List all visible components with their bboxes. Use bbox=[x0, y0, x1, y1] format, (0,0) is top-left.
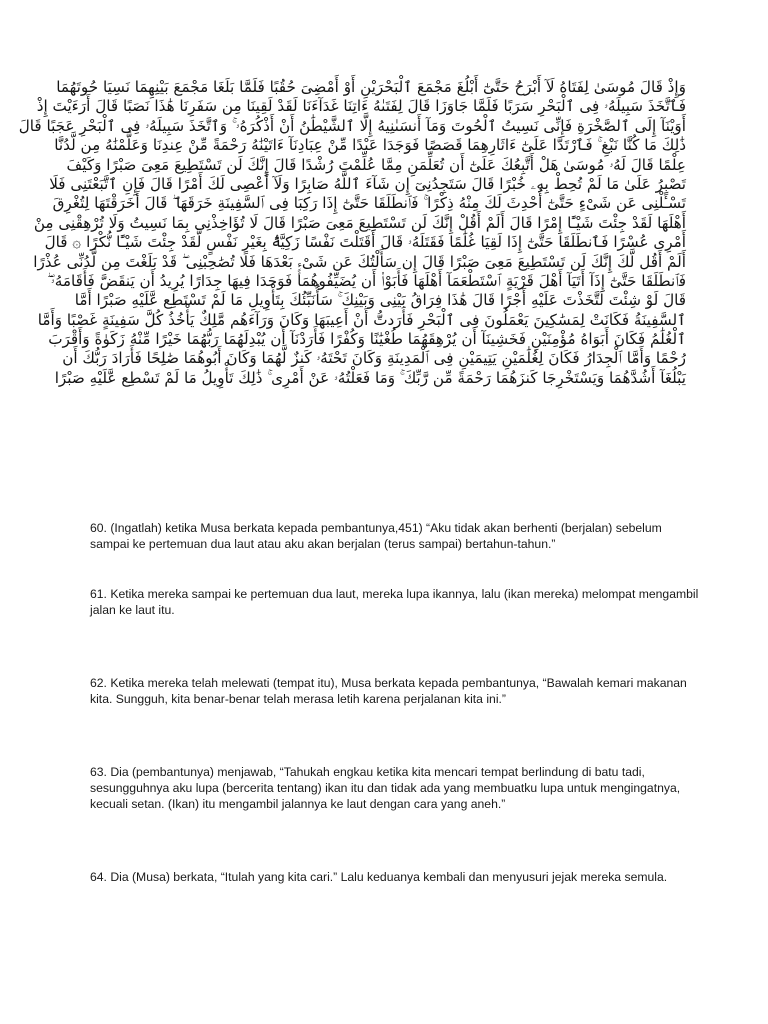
arabic-line: وَإِذْ قَالَ مُوسَىٰ لِفَتَاهُ لَآ أَبْرَحُ حَتَّىٰٓ أَبْلُغَ مَجْمَعَ ٱلْبَحْرَيْنِ أَوْ أَمْضِىَ حُقُبًا فَلَمَّا بَلَغَا مَجْمَعَ بَيْنِهِمَا نَسِيَا حُوتَهُمَا bbox=[56, 78, 686, 96]
arabic-line: تَسْـَٔلْنِى عَن شَىْءٍ حَتَّىٰٓ أُحْدِثَ لَكَ مِنْهُ ذِكْرًا ۚ فَٱنطَلَقَا حَتَّىٰٓ إِذَا رَكِبَا فِى ٱلسَّفِينَةِ خَرَقَهَا ۖ قَالَ أَخَرَقْتَهَا لِتُغْرِقَ bbox=[52, 194, 686, 213]
arabic-line: فَٱتَّخَذَ سَبِيلَهُۥ فِى ٱلْبَحْرِ سَرَبًا فَلَمَّا جَاوَزَا قَالَ لِفَتَىٰهُ ءَاتِنَا غَدَآءَنَا لَقَدْ لَقِينَا مِن سَفَرِنَا هَٰذَا نَصَبًا قَالَ أَرَءَيْتَ إِذْ bbox=[36, 97, 686, 116]
arabic-verses-block bbox=[18, 78, 686, 388]
arabic-line: قَالَ لَوْ شِئْتَ لَتَّخَذْتَ عَلَيْهِ أَجْرًا قَالَ هَٰذَا فِرَاقُ بَيْنِى وَبَيْنِكَ ۚ سَأُنَبِّئُكَ بِتَأْوِيلِ مَا لَمْ تَسْتَطِع عَّلَيْهِ صَبْرًا أَمَّا bbox=[74, 291, 686, 310]
arabic-line: ٱلسَّفِينَةُ فَكَانَتْ لِمَسَٰكِينَ يَعْمَلُونَ فِى ٱلْبَحْرِ فَأَرَدتُّ أَنْ أَعِيبَهَا وَكَانَ وَرَآءَهُم مَّلِكٌ يَأْخُذُ كُلَّ سَفِينَةٍ غَصْبًا وَأَمَّا bbox=[37, 310, 686, 329]
arabic-line: أَوَيْنَآ إِلَى ٱلصَّخْرَةِ فَإِنِّى نَسِيتُ ٱلْحُوتَ وَمَآ أَنسَىٰنِيهُ إِلَّا ٱلشَّيْطَٰنُ أَنْ أَذْكُرَهُۥ ۚ وَٱتَّخَذَ سَبِيلَهُۥ فِى ٱلْبَحْرِ عَجَبًا قَالَ bbox=[18, 116, 686, 135]
arabic-line: فَٱنطَلَقَا حَتَّىٰٓ إِذَآ أَتَيَآ أَهْلَ قَرْيَةٍ ٱسْتَطْعَمَآ أَهْلَهَا فَأَبَوْا۟ أَن يُضَيِّفُوهُمَا فَوَجَدَا فِيهَا جِدَارًا يُرِيدُ أَن يَنقَضَّ فَأَقَامَهُۥ ۖ bbox=[47, 271, 686, 290]
arabic-line: تَصْبِرُ عَلَىٰ مَا لَمْ تُحِطْ بِهِۦ خُبْرًا قَالَ سَتَجِدُنِىٓ إِن شَآءَ ٱللَّهُ صَابِرًا وَلَآ أَعْصِى لَكَ أَمْرًا قَالَ فَإِنِ ٱتَّبَعْتَنِى فَلَا bbox=[49, 174, 686, 193]
arabic-line: أَهْلَهَا لَقَدْ جِئْتَ شَيْـًٔا إِمْرًا قَالَ أَلَمْ أَقُلْ إِنَّكَ لَن تَسْتَطِيعَ مَعِىَ صَبْرًا قَالَ لَا تُؤَاخِذْنِى بِمَا نَسِيتُ وَلَا تُرْهِقْنِى مِنْ bbox=[33, 213, 686, 232]
translation-verse-61: 61. Ketika mereka sampai ke pertemuan dua laut, mereka lupa ikannya, lalu (ikan mereka) melompat mengambil jalan ke laut itu. bbox=[90, 587, 699, 618]
arabic-line: ٱلْغُلَٰمُ فَكَانَ أَبَوَاهُ مُؤْمِنَيْنِ فَخَشِينَآ أَن يُرْهِقَهُمَا طُغْيَٰنًا وَكُفْرًا فَأَرَدْنَآ أَن يُبْدِلَهُمَا رَبُّهُمَا خَيْرًا مِّنْهُ زَكَوٰةً وَأَقْرَبَ bbox=[48, 330, 686, 349]
arabic-line: عِلْمًا قَالَ لَهُۥ مُوسَىٰ هَلْ أَتَّبِعُكَ عَلَىٰٓ أَن تُعَلِّمَنِ مِمَّا عُلِّمْتَ رُشْدًا قَالَ إِنَّكَ لَن تَسْتَطِيعَ مَعِىَ صَبْرًا وَكَيْفَ bbox=[66, 155, 686, 174]
arabic-line: يَبْلُغَآ أَشُدَّهُمَا وَيَسْتَخْرِجَا كَنزَهُمَا رَحْمَةً مِّن رَّبِّكَ ۚ وَمَا فَعَلْتُهُۥ عَنْ أَمْرِى ۚ ذَٰلِكَ تَأْوِيلُ مَا لَمْ تَسْطِع عَّلَيْهِ صَبْرًا bbox=[54, 368, 686, 387]
arabic-line: أَمْرِى عُسْرًا فَٱنطَلَقَا حَتَّىٰٓ إِذَا لَقِيَا غُلَٰمًا فَقَتَلَهُۥ قَالَ أَقَتَلْتَ نَفْسًا زَكِيَّةًۢ بِغَيْرِ نَفْسٍ لَّقَدْ جِئْتَ شَيْـًٔا نُّكْرًا ۞ قَالَ bbox=[44, 233, 686, 252]
translation-verse-64: 64. Dia (Musa) berkata, “Itulah yang kita cari.” Lalu keduanya kembali dan menyusuri jejak mereka semula. bbox=[90, 870, 668, 885]
translation-verse-63: 63. Dia (pembantunya) menjawab, “Tahukah engkau ketika kita mencari tempat berlindung di batu tadi, sesungguhnya aku lupa (bercerita tentang) ikan itu dan tidak ada yang membuatku lupa untuk mengingatnya, kecuali setan. (Ikan) itu mengambil jalannya ke laut dengan cara yang aneh.” bbox=[90, 765, 681, 812]
translation-verse-62: 62. Ketika mereka telah melewati (tempat itu), Musa berkata kepada pembantunya, “Bawalah kemari makanan kita. Sungguh, kita benar-benar telah merasa letih karena perjalanan kita ini.” bbox=[90, 676, 687, 707]
arabic-line: أَلَمْ أَقُل لَّكَ إِنَّكَ لَن تَسْتَطِيعَ مَعِىَ صَبْرًا قَالَ إِن سَأَلْتُكَ عَن شَىْءٍۭ بَعْدَهَا فَلَا تُصَٰحِبْنِى ۖ قَدْ بَلَغْتَ مِن لَّدُنِّى عُذْرًا bbox=[33, 252, 686, 271]
arabic-line: رُحْمًا وَأَمَّا ٱلْجِدَارُ فَكَانَ لِغُلَٰمَيْنِ يَتِيمَيْنِ فِى ٱلْمَدِينَةِ وَكَانَ تَحْتَهُۥ كَنزٌ لَّهُمَا وَكَانَ أَبُوهُمَا صَٰلِحًا فَأَرَادَ رَبُّكَ أَن bbox=[62, 349, 686, 368]
arabic-line: ذَٰلِكَ مَا كُنَّا نَبْغِ ۚ فَٱرْتَدَّا عَلَىٰٓ ءَاثَارِهِمَا قَصَصًا فَوَجَدَا عَبْدًا مِّنْ عِبَادِنَآ ءَاتَيْنَٰهُ رَحْمَةً مِّنْ عِندِنَا وَعَلَّمْنَٰهُ مِن لَّدُنَّا bbox=[54, 136, 686, 155]
translation-verse-60: 60. (Ingatlah) ketika Musa berkata kepada pembantunya,451) “Aku tidak akan berhenti (berjalan) sebelum sampai ke pertemuan dua laut atau aku akan berjalan (terus sampai) bertahun-tahun.” bbox=[90, 521, 662, 552]
